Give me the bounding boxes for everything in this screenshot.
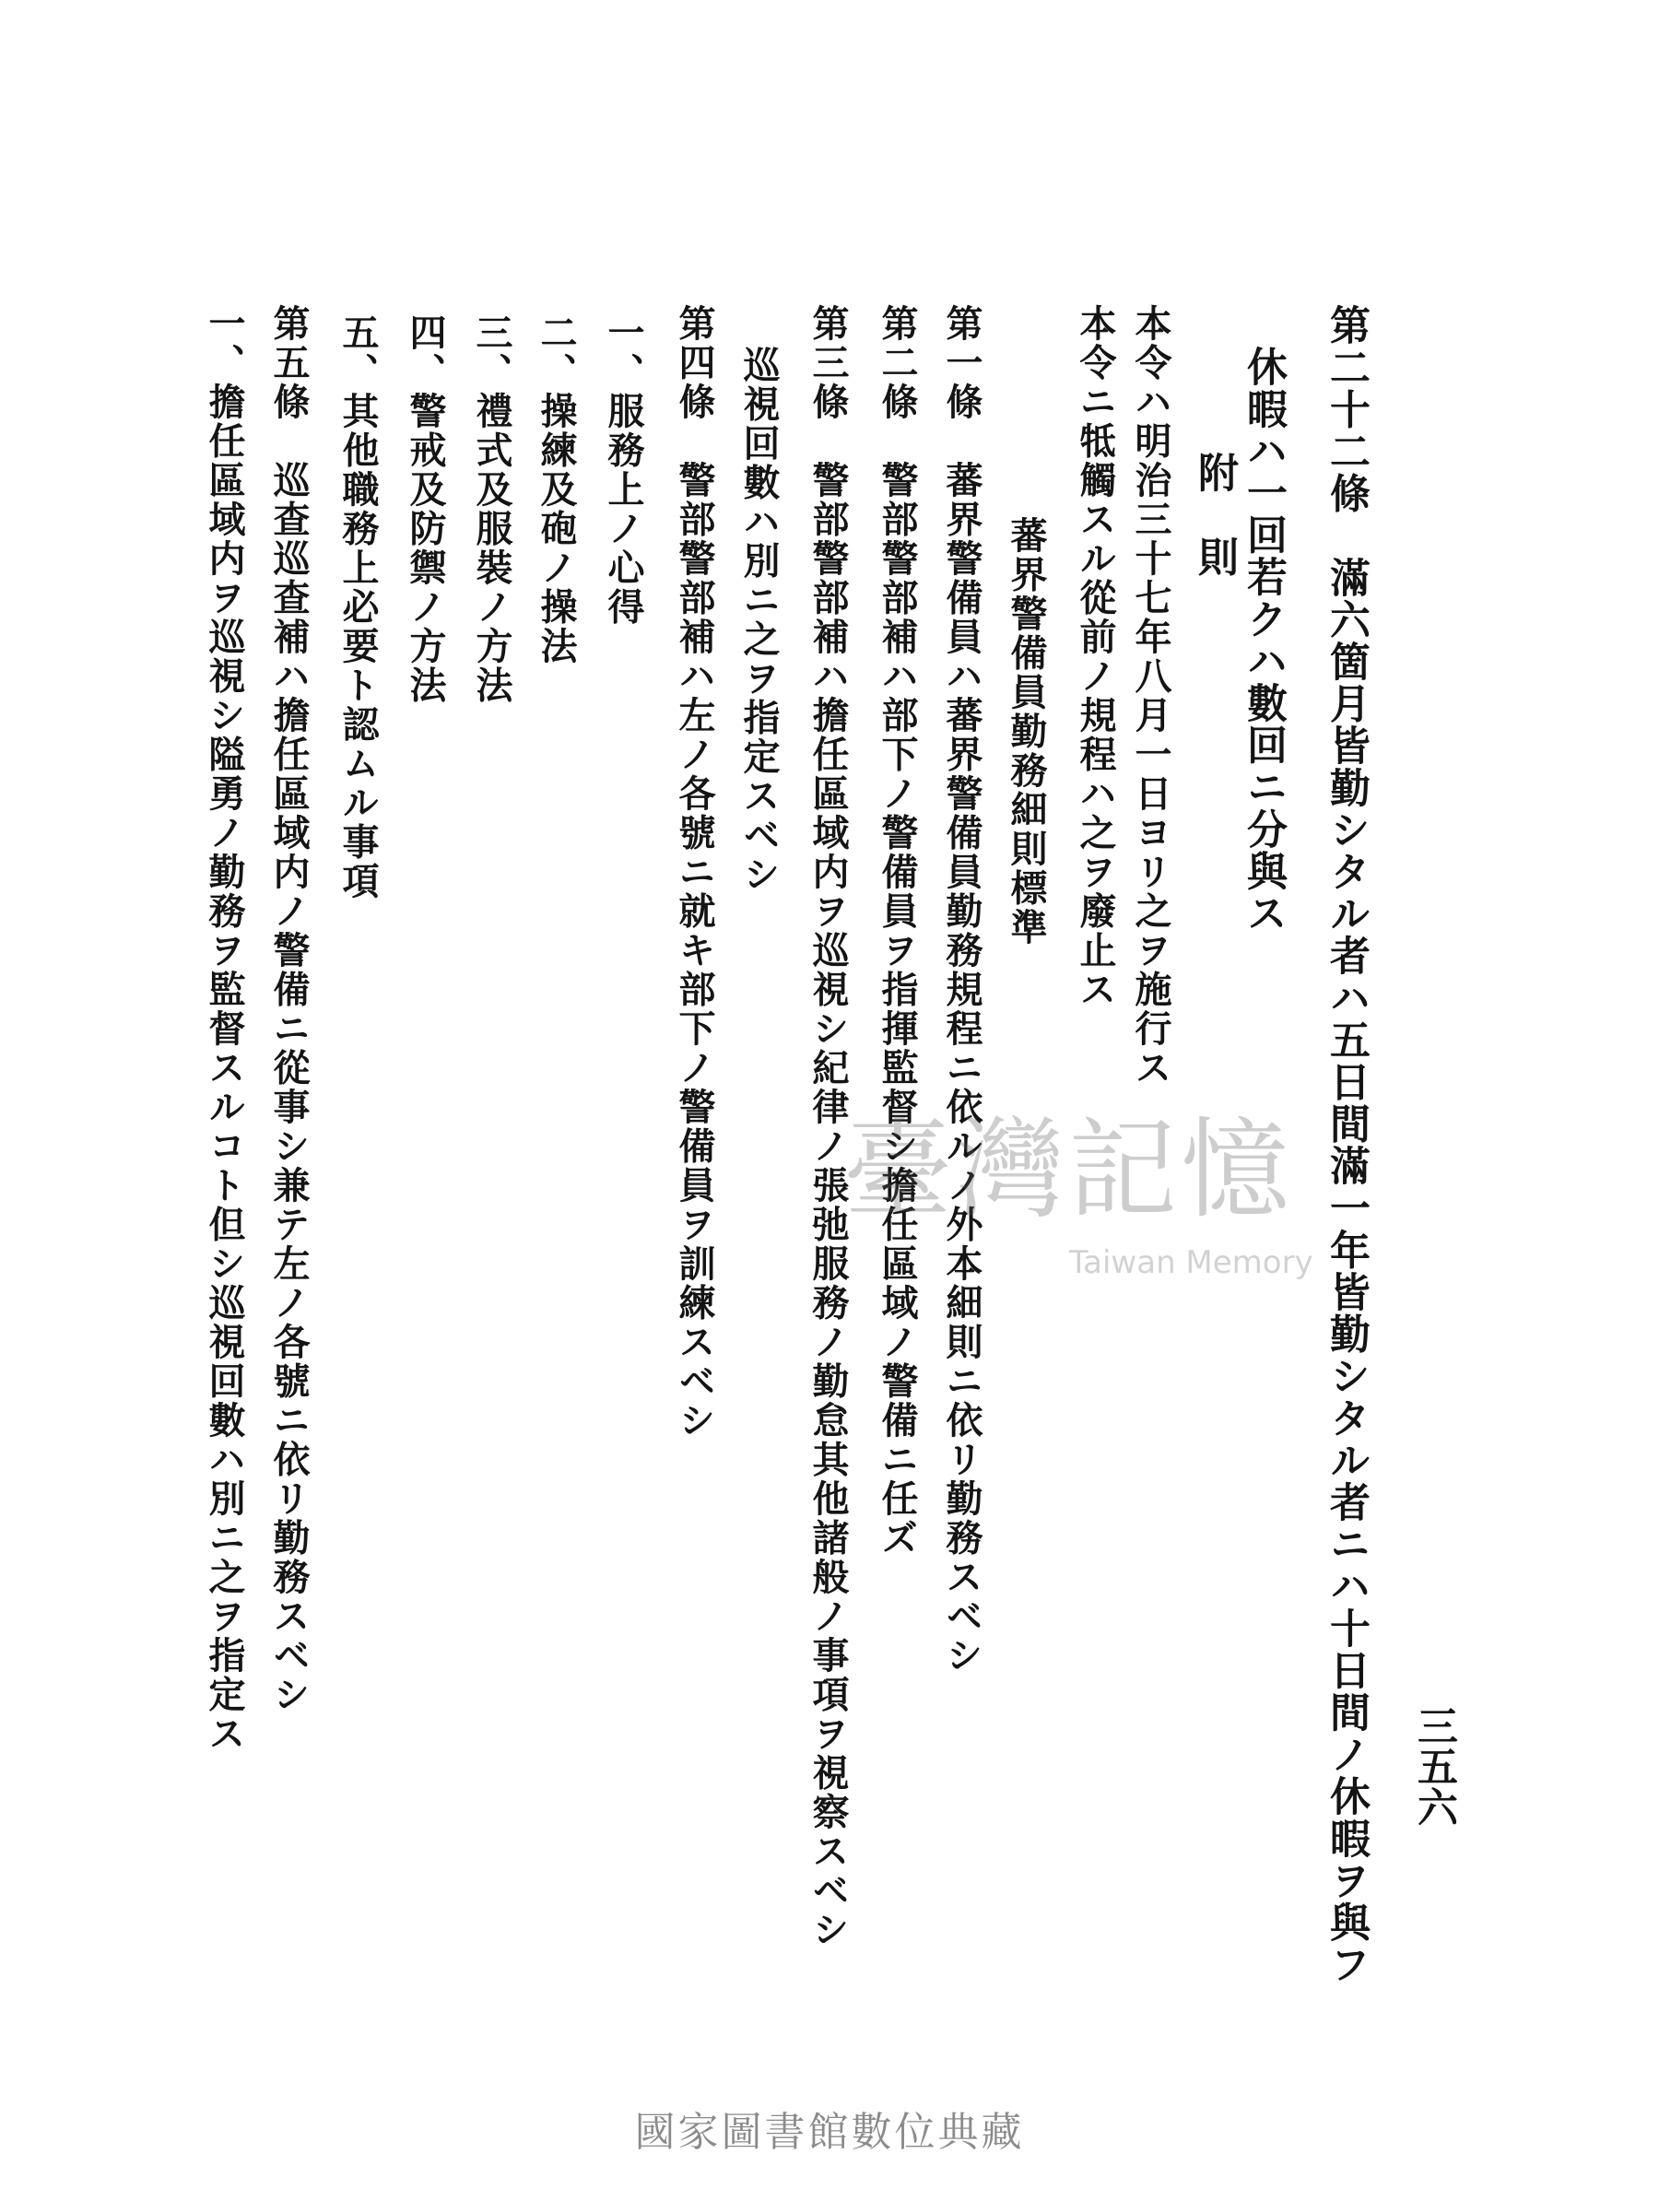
text-column-12: 一、服務上ノ心得 — [602, 313, 645, 627]
text-column-2: 休暇ハ一回若クハ數回ニ分與ス — [1240, 346, 1287, 935]
text-column-15: 四、警戒及防禦ノ方法 — [404, 313, 447, 705]
text-column-1: 第二十二條 滿六箇月皆勤シタル者ハ五日間滿一年皆勤シタル者ニハ十日間ノ休暇ヲ與フ — [1323, 304, 1370, 1985]
text-column-11: 第四條 警部警部補ハ左ノ各號ニ就キ部下ノ警備員ヲ訓練スベシ — [673, 304, 716, 1441]
watermark-title: 臺灣記憶 — [843, 1106, 1294, 1233]
text-column-18: 一、擔任區域内ヲ巡視シ隘勇ノ勤務ヲ監督スルコト但シ巡視回數ハ別ニ之ヲ指定ス — [203, 304, 246, 1754]
text-column-13: 二、操練及砲ノ操法 — [535, 313, 578, 666]
text-column-3: 附 則 — [1191, 452, 1238, 578]
text-column-9: 第三條 警部警部補ハ擔任區域内ヲ巡視シ紀律ノ張弛服務ノ勤怠其他諸般ノ事項ヲ視察スベシ — [806, 304, 850, 1949]
text-column-17: 第五條 巡查巡查補ハ擔任區域内ノ警備ニ從事シ兼テ左ノ各號ニ依リ勤務スベシ — [267, 304, 311, 1714]
text-column-10: 巡視回數ハ別ニ之ヲ指定スベシ — [737, 346, 781, 894]
watermark-subtitle: Taiwan Memory — [1069, 1244, 1313, 1281]
footer-credit: 國家圖書館數位典藏 — [634, 2109, 1025, 2156]
text-column-4: 本令ハ明治三十七年八月一日ヨリ之ヲ施行ス — [1129, 304, 1172, 1088]
page-number: 三五六 — [1410, 1705, 1457, 1827]
text-column-7: 第一條 蕃界警備員ハ蕃界警備員勤務規程ニ依ルノ外本細則ニ依リ勤務スベシ — [940, 304, 983, 1676]
text-column-5: 本令ニ牴觸スル從前ノ規程ハ之ヲ廢止ス — [1074, 304, 1117, 1009]
text-column-6: 蕃界警備員勤務細則標準 — [1005, 516, 1048, 947]
text-column-14: 三、禮式及服裝ノ方法 — [470, 313, 513, 705]
watermark-logo — [843, 1106, 1323, 1290]
text-column-8: 第二條 警部警部補ハ部下ノ警備員ヲ指揮監督シ擔任區域ノ警備ニ任ズ — [876, 304, 919, 1558]
text-column-16: 五、其他職務上必要ト認ムル事項 — [336, 313, 380, 901]
